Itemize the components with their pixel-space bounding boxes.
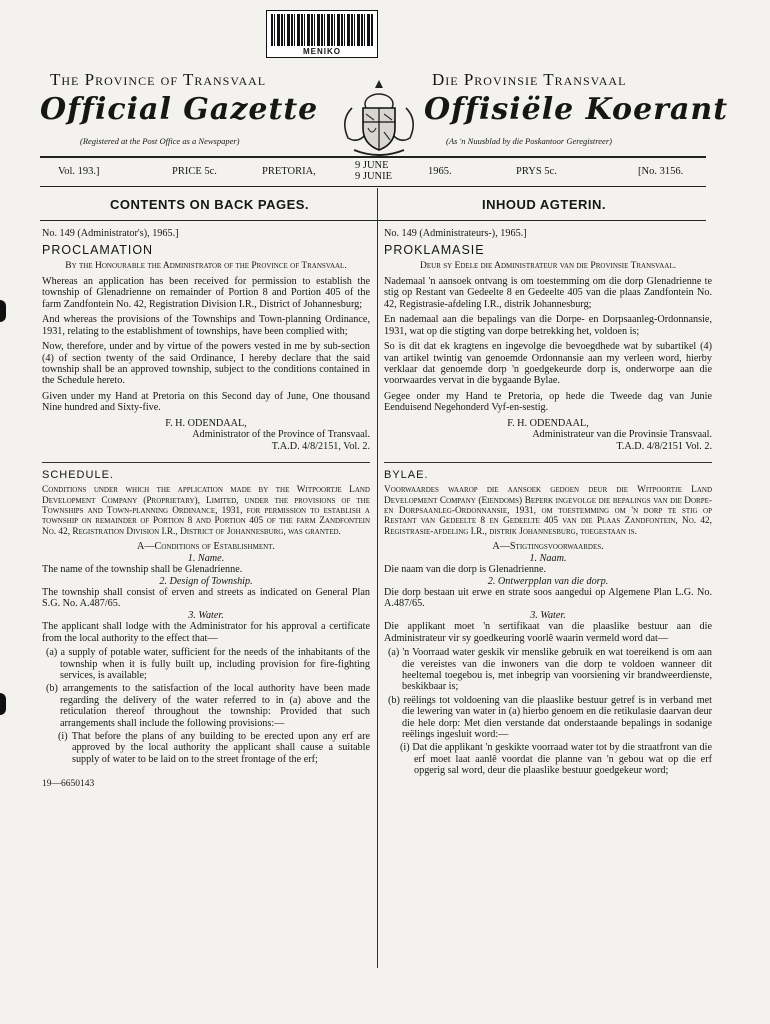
header-rule-bottom — [40, 220, 706, 221]
reference-af: T.A.D. 4/8/2151 Vol. 2. — [616, 440, 712, 452]
issued-by-af: Deur sy Edele die Administrateur van die Provinsie Transvaal. — [420, 261, 676, 272]
heading-water-af: 3. Water. — [530, 609, 566, 621]
proklamasie-para-2: En nademaal aan die bepalings van die Dorpe- en Dorpsaanleg-Ordonnansie, 1931, wat op die stigting van dorpe betrekking het, voldoen is; — [384, 314, 712, 337]
date-month-af: JUNIE — [362, 170, 393, 182]
heading-design-en: 2. Design of Township. — [159, 575, 253, 587]
text-design-en: The township shall consist of erven and streets as indicated on General Plan S.G. No. A.487/65. — [42, 586, 370, 610]
issued-by-en: By the Honourable the Administrator of the Province of Transvaal. — [65, 261, 347, 272]
price-label: PRICE 5c. — [172, 166, 217, 177]
barcode-label: MENIKO — [303, 47, 341, 56]
header-rule-top — [40, 156, 706, 158]
year-label: 1965. — [428, 166, 452, 177]
province-title-af: Die Provinsie Transvaal — [432, 70, 627, 89]
schedule-rule-af — [384, 462, 712, 463]
heading-name-af: 1. Naam. — [529, 552, 567, 564]
registered-note-af: (As 'n Nuusblad by die Poskantoor Geregistreer) — [446, 136, 612, 146]
contents-notice-en: CONTENTS ON BACK PAGES. — [110, 197, 310, 212]
text-name-af: Die naam van die dorp is Glenadrienne. — [384, 564, 547, 576]
heading-design-af: 2. Ontwerpplan van die dorp. — [487, 575, 609, 587]
clause-a-af: (a) 'n Voorraad water geskik vir menslike gebruik en wat toereikend is om aan die vereistes van die inwoners van die dorp te voldoen wanneer dit heeltemal toegebou is, met inbegrip van voorsiening vir brandweerdienste, beskikbaar is; — [388, 647, 712, 693]
proclamation-para-3: Now, therefore, under and by virtue of the powers vested in me by sub-section (4) of section twenty of the said Ordinance, I hereby declare that the said township shall be an approved township, subject to the conditions contained in the Schedule hereto. — [42, 341, 370, 387]
date-day-af: 9 — [355, 170, 361, 182]
proklamasie-title: PROKLAMASIE — [384, 243, 485, 258]
contents-notice-af: INHOUD AGTERIN. — [482, 197, 607, 212]
schedule-title: SCHEDULE. — [42, 468, 114, 481]
place-label: PRETORIA, — [262, 166, 316, 177]
english-column — [42, 228, 370, 794]
text-water-af: Die applikant moet 'n sertifikaat van die plaaslike bestuur aan die Administrateur vir sy goedkeuring voorlê waarin vermeld word dat— — [384, 621, 712, 644]
coat-of-arms-icon — [336, 74, 422, 158]
text-name-en: The name of the township shall be Glenadrienne. — [42, 564, 243, 576]
heading-name-en: 1. Name. — [187, 552, 225, 564]
proklamasie-para-3: So is dit dat ek kragtens en ingevolge die bevoegdhede wat by subartikel (4) van artikel twintig van genoemde Ordonnansie aan my verleen word, hierby verklaar dat genoemde dorp 'n goedgekeurde dorp is, onderworpe aan die voorwaardes vervat in die bygaande Bylae. — [384, 341, 712, 387]
header-rule-mid — [40, 186, 706, 187]
proclamation-para-1: Whereas an application has been received for permission to establish the township of Glenadrienne on remainder of Portion 8 and Portion 405 of the farm Zandfontein No. 42, Registration Division I.R., District of Johannesburg; — [42, 276, 370, 310]
barcode-bars — [271, 14, 373, 46]
signatory-name-af: F. H. ODENDAAL, — [507, 417, 589, 429]
date-day-en: 9 — [355, 160, 361, 171]
schedule-rule-en — [42, 462, 370, 463]
punch-hole-1 — [0, 300, 6, 322]
section-a-title-af: A—Stigtingsvoorwaardes. — [492, 541, 604, 553]
barcode — [266, 10, 378, 58]
afrikaans-column — [384, 228, 712, 781]
bylae-title: BYLAE. — [384, 468, 429, 481]
notice-number-en: No. 149 (Administrator's), 1965.] — [42, 228, 179, 239]
schedule-conditions-af: Voorwaardes waarop die aansoek gedoen deur die Witpoortje Land Development Company (Eiendoms) Beperk ingevolge die bepalings van die Dorpe- en Dorpsaanleg-Ordonnansie, 1931, om toestemming om 'n dorp te stig op Restant van Gedeelte 8 en Gedeelte 405 van die Plaas Zandfontein, No. 42, Registrasie-afdeling I.R., distrik Johannesburg, toegestaan is. — [384, 485, 712, 537]
province-title-en: The Province of Transvaal — [50, 70, 267, 89]
proclamation-para-4: Given under my Hand at Pretoria on this Second day of June, One thousand Nine hundred and Sixty-five. — [42, 390, 370, 414]
column-divider — [377, 188, 378, 968]
signatory-title-af: Administrateur van die Provinsie Transvaal. — [532, 429, 712, 441]
section-a-title-en: A—Conditions of Establishment. — [137, 541, 275, 553]
reference-en: T.A.D. 4/8/2151, Vol. 2. — [271, 440, 370, 452]
print-code: 19—6650143 — [42, 779, 95, 790]
signatory-name-en: F. H. ODENDAAL, — [165, 417, 247, 429]
heading-water-en: 3. Water. — [188, 609, 224, 621]
clause-a-en: (a) a supply of potable water, sufficient for the needs of the inhabitants of the township when it is fully built up, including provision for fire-fighting services, is available; — [46, 647, 370, 681]
date-month-en: JUNE — [362, 160, 389, 171]
proklamasie-para-4: Gegee onder my Hand te Pretoria, op hede die Tweede dag van Junie Eenduisend Negehonderd Vyf-en-sestig. — [384, 390, 712, 414]
signatory-title-en: Administrator of the Province of Transvaal. — [192, 429, 370, 441]
prys-label: PRYS 5c. — [516, 166, 557, 177]
gazette-title-en: Official Gazette — [40, 92, 319, 127]
schedule-conditions-en: Conditions under which the application made by the Witpoortje Land Development Company (Proprietary), Limited, under the provisions of the Townships and Town-planning Ordinance, 1931, for permission to establish a township on remainder of Portion 8 and Portion 405 of the farm Zandfontein No. 42, Registration Division I.R., District of Johannesburg, was granted. — [42, 485, 370, 537]
clause-b-af: (b) reëlings tot voldoening van die plaaslike bestuur getref is in verband met die lewering van water in (a) hierbo genoem en die retikulasie daarvan deur die hele dorp: Met dien verstande dat onderstaande bepalings in sodanige reëlings ingesluit word:— — [388, 694, 712, 741]
registered-note-en: (Registered at the Post Office as a Newspaper) — [80, 136, 240, 146]
text-design-af: Die dorp bestaan uit erwe en strate soos aangedui op Algemene Plan L.G. No. A.487/65. — [384, 586, 712, 610]
proklamasie-para-1: Nademaal 'n aansoek ontvang is om toestemming om die dorp Glenadrienne te stig op Restant van Gedeelte 8 en Gedeelte 405 van die plaas Zandfontein No. 42, Registrasie-afdeling I.R., distrik Johannesburg; — [384, 276, 712, 310]
clause-i-en: (i) That before the plans of any building to be erected upon any erf are approved by the local authority the applicant shall cause a suitable supply of water to be laid on to the street frontage of the erf; — [58, 731, 370, 765]
punch-hole-2 — [0, 693, 6, 715]
clause-i-af: (i) Dat die applikant 'n geskikte voorraad water tot by die straatfront van die erf moet laat aanlê voordat die planne van 'n gebou wat op die erf opgerig sal word, deur die plaaslike bestuur goedgekeur word; — [400, 742, 712, 777]
notice-number-af: No. 149 (Administrateurs-), 1965.] — [384, 228, 527, 239]
issue-number: [No. 3156. — [638, 166, 684, 177]
clause-b-en: (b) arrangements to the satisfaction of the local authority have been made regarding the delivery of the water referred to in (a) above and the reticulation thereof throughout the township: Provided that such arrangements shall include the following provisions:— — [46, 683, 370, 729]
proclamation-title: PROCLAMATION — [42, 243, 154, 258]
gazette-title-af: Offisiële Koerant — [424, 92, 729, 127]
text-water-en: The applicant shall lodge with the Administrator for his approval a certificate from the local authority to the effect that— — [42, 621, 370, 644]
proclamation-para-2: And whereas the provisions of the Townships and Town-planning Ordinance, 1931, relating to the establishment of townships, have been complied with; — [42, 314, 370, 337]
date-block — [355, 161, 392, 182]
volume-label: Vol. 193.] — [58, 166, 100, 177]
